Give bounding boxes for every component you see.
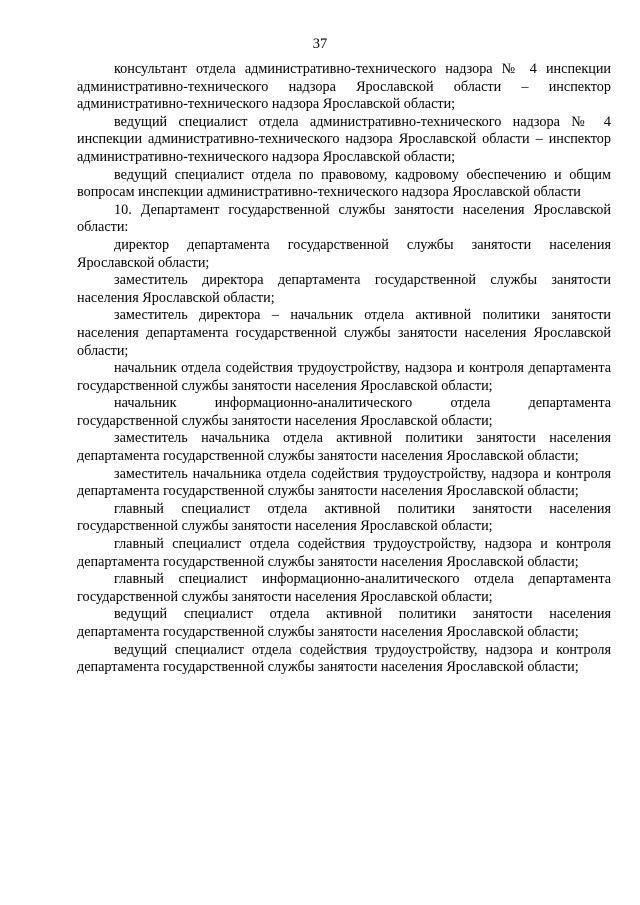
- paragraph: заместитель начальника отдела активной политики занятости населения департамента государственной службы занятости населения Ярославской области;: [77, 430, 611, 465]
- paragraph: заместитель директора – начальник отдела активной политики занятости населения департамента государственной службы занятости населения Ярославской области;: [77, 307, 611, 359]
- paragraph: директор департамента государственной службы занятости населения Ярославской области;: [77, 236, 611, 271]
- page-number: 37: [312, 36, 328, 52]
- paragraph: главный специалист информационно-аналитического отдела департамента государственной службы занятости населения Ярославской области;: [77, 571, 611, 605]
- section-heading: 10. Департамент государственной службы занятости населения Ярославской области:: [77, 201, 611, 236]
- paragraph: ведущий специалист отдела административно-технического надзора № 4 инспекции административно-технического надзора Ярославской области – инспектор административно-технического надзора Ярославской области;: [77, 113, 611, 165]
- paragraph: заместитель директора департамента государственной службы занятости населения Ярославской области;: [77, 272, 611, 306]
- paragraph: заместитель начальника отдела содействия трудоустройству, надзора и контроля департамента государственной службы занятости населения Ярославской области;: [77, 465, 611, 500]
- paragraph: ведущий специалист отдела по правовому, кадровому обеспечению и общим вопросам инспекции административно-технического надзора Ярославской области: [77, 166, 611, 201]
- paragraph: начальник информационно-аналитического отдела департамента государственной службы занятости населения Ярославской области;: [77, 395, 611, 429]
- paragraph: консультант отдела административно-технического надзора № 4 инспекции административно-технического надзора Ярославской области – инспектор административно-технического надзора Ярославской области;: [77, 61, 611, 113]
- paragraph: главный специалист отдела активной политики занятости населения государственной службы занятости населения Ярославской области;: [77, 500, 611, 535]
- paragraph: начальник отдела содействия трудоустройству, надзора и контроля департамента государственной службы занятости населения Ярославской области;: [77, 360, 611, 394]
- paragraph: ведущий специалист отдела активной политики занятости населения департамента государственной службы занятости населения Ярославской области;: [77, 606, 611, 640]
- paragraph: ведущий специалист отдела содействия трудоустройству, надзора и контроля департамента государственной службы занятости населения Ярославской области;: [77, 641, 611, 676]
- document-body: [77, 61, 611, 677]
- paragraph: главный специалист отдела содействия трудоустройству, надзора и контроля департамента государственной службы занятости населения Ярославской области;: [77, 536, 611, 570]
